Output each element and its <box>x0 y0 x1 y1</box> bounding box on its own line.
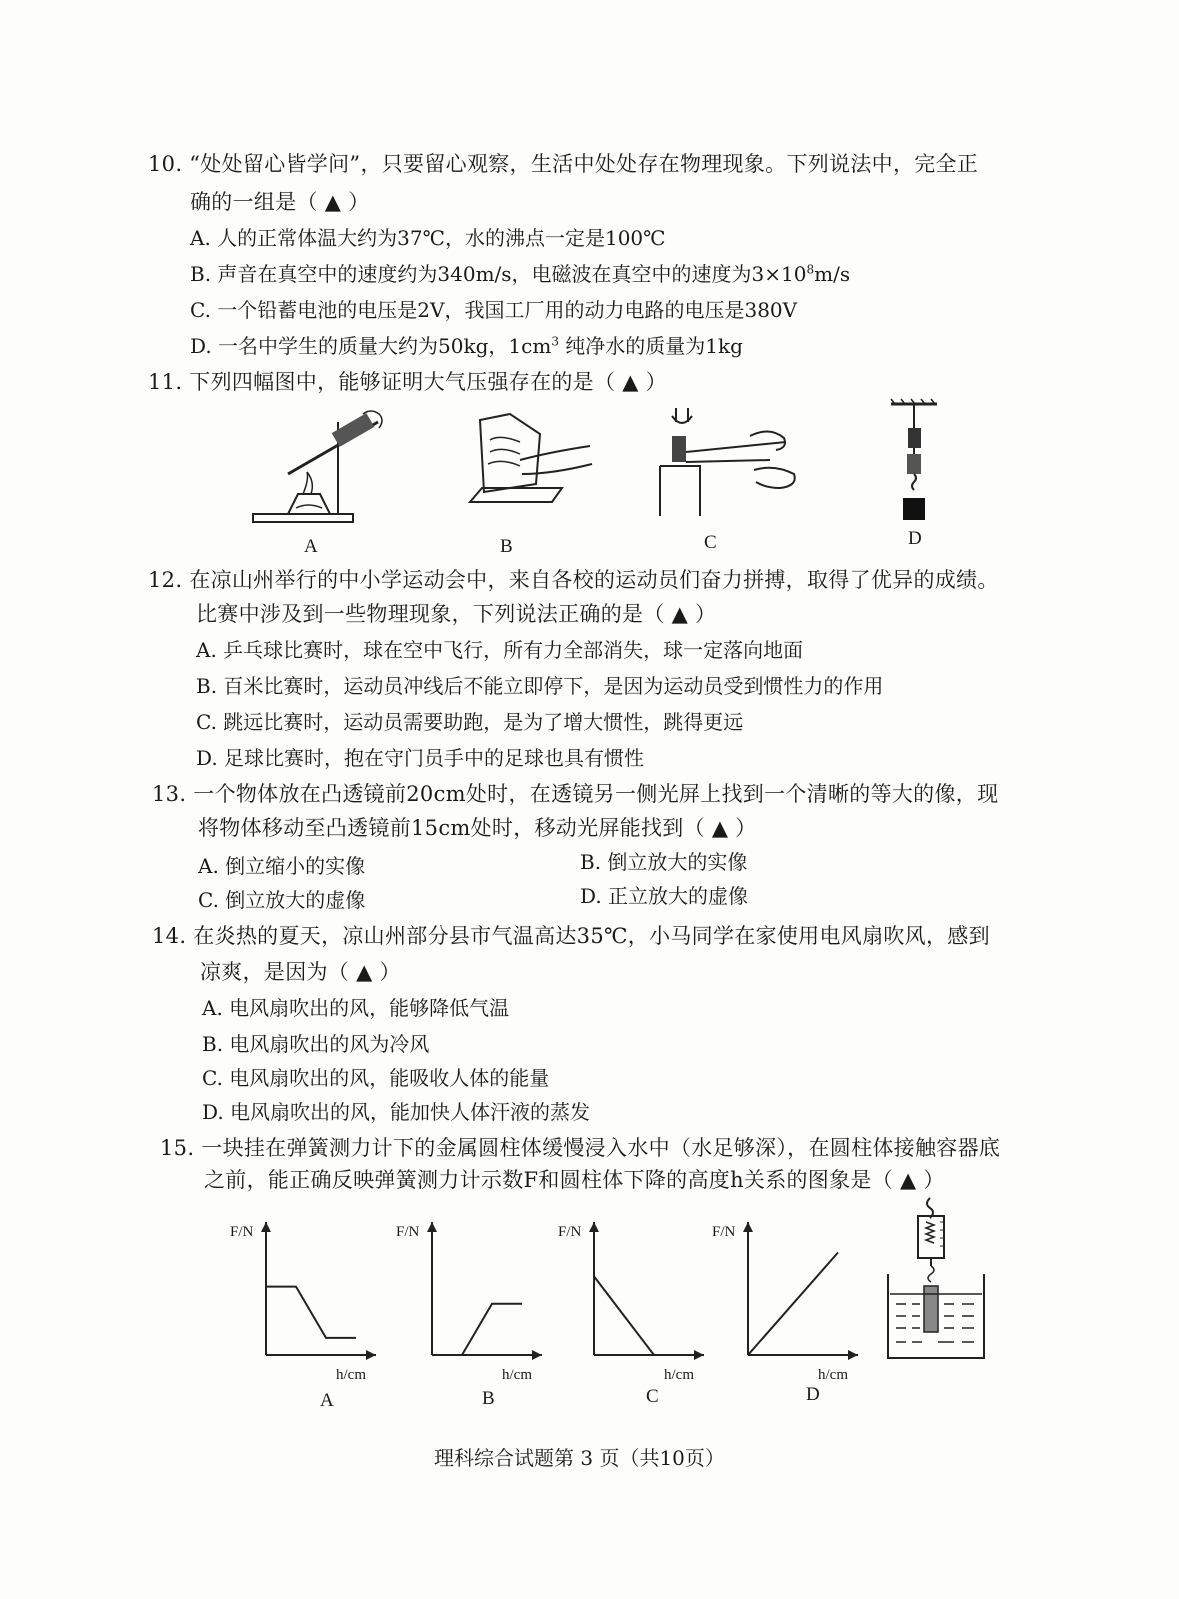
y-axis-arrow <box>427 1222 437 1232</box>
q14-stem-line2: 凉爽，是因为（ ▲ ） <box>200 960 401 984</box>
y-axis-label: F/N <box>558 1224 582 1240</box>
q10-stem-line2: 确的一组是（ ▲ ） <box>190 190 370 214</box>
q10-option-d: D. 一名中学生的质量大约为50kg，$1cm^3$ 纯净水的质量为1kg <box>190 334 743 358</box>
q11-label-a: A <box>304 536 318 557</box>
x-axis-label: h/cm <box>336 1367 366 1383</box>
figure-hanging-weights <box>885 398 945 524</box>
q12-option-a: A. 乒乓球比赛时，球在空中飞行，所有力全部消失，球一定落向地面 <box>196 638 804 662</box>
q10-option-a: A. 人的正常体温大约为37℃，水的沸点一定是100℃ <box>190 226 666 250</box>
q15-label-b: B <box>482 1388 495 1409</box>
figure-blowing-experiment <box>650 400 810 520</box>
page-footer: 理科综合试题第 3 页（共10页） <box>434 1446 725 1470</box>
q15-label-a: A <box>320 1390 334 1411</box>
y-axis-arrow <box>589 1222 599 1232</box>
q13-option-b: B. 倒立放大的实像 <box>580 850 748 874</box>
q11-label-d: D <box>908 528 922 549</box>
q12-stem-line2: 比赛中涉及到一些物理现象，下列说法正确的是（ ▲ ） <box>196 602 717 626</box>
y-axis-label: F/N <box>230 1224 254 1240</box>
q14-stem-line1: 14. 在炎热的夏天，凉山州部分县市气温高达35℃，小马同学在家使用电风扇吹风，感到 <box>152 924 990 948</box>
x-axis-arrow <box>848 1350 858 1360</box>
series-line <box>594 1276 654 1355</box>
q10-stem-line1: 10. “处处留心皆学问”，只要留心观察，生活中处处存在物理现象。下列说法中，完全正 <box>148 152 979 176</box>
x-axis-arrow <box>532 1350 542 1360</box>
figure-spring-scale-beaker <box>882 1196 992 1366</box>
q10-option-c: C. 一个铅蓄电池的电压是2V，我国工厂用的动力电路的电压是380V <box>190 298 798 322</box>
q14-option-c: C. 电风扇吹出的风，能吸收人体的能量 <box>202 1066 550 1090</box>
figure-glass-card <box>460 410 600 510</box>
y-axis-arrow <box>261 1222 271 1232</box>
q14-option-d: D. 电风扇吹出的风，能加快人体汗液的蒸发 <box>202 1100 591 1124</box>
q15-stem-line2: 之前，能正确反映弹簧测力计示数F和圆柱体下降的高度h关系的图象是（ ▲ ） <box>204 1168 945 1192</box>
q10-option-b: B. 声音在真空中的速度约为340m/s，电磁波在真空中的速度为$3\times 10^8m/s$ <box>190 262 851 286</box>
q15-graphs <box>0 1200 1179 1420</box>
x-axis-arrow <box>366 1350 376 1360</box>
series-line <box>748 1253 838 1356</box>
q15-label-c: C <box>646 1386 659 1407</box>
q13-stem-line1: 13. 一个物体放在凸透镜前20cm处时，在透镜另一侧光屏上找到一个清晰的等大的像，现 <box>152 782 999 806</box>
x-axis-label: h/cm <box>818 1367 848 1383</box>
x-axis-label: h/cm <box>664 1367 694 1383</box>
x-axis-label: h/cm <box>502 1367 532 1383</box>
series-line <box>266 1287 356 1338</box>
y-axis-arrow <box>743 1222 753 1232</box>
series-line <box>432 1304 522 1355</box>
q12-stem-line1: 12. 在凉山州举行的中小学运动会中，来自各校的运动员们奋力拼搏，取得了优异的成绩。 <box>148 568 999 592</box>
q11-label-c: C <box>704 532 717 553</box>
q13-option-c: C. 倒立放大的虚像 <box>198 888 366 912</box>
q15-label-d: D <box>806 1384 820 1405</box>
q13-option-d: D. 正立放大的虚像 <box>580 884 749 908</box>
y-axis-label: F/N <box>396 1224 420 1240</box>
q13-stem-line2: 将物体移动至凸透镜前15cm处时，移动光屏能找到（ ▲ ） <box>198 816 757 840</box>
q14-option-a: A. 电风扇吹出的风，能够降低气温 <box>202 996 510 1020</box>
q12-option-d: D. 足球比赛时，抱在守门员手中的足球也具有惯性 <box>196 746 645 770</box>
x-axis-arrow <box>694 1350 704 1360</box>
y-axis-label: F/N <box>712 1224 736 1240</box>
q13-option-a: A. 倒立缩小的实像 <box>198 854 366 878</box>
q15-stem-line1: 15. 一块挂在弹簧测力计下的金属圆柱体缓慢浸入水中（水足够深），在圆柱体接触容器底 <box>160 1136 1001 1160</box>
q12-option-c: C. 跳远比赛时，运动员需要助跑，是为了增大惯性，跳得更远 <box>196 710 744 734</box>
figure-test-tube-heating <box>248 402 398 532</box>
q12-option-b: B. 百米比赛时，运动员冲线后不能立即停下，是因为运动员受到惯性力的作用 <box>196 674 884 698</box>
q14-option-b: B. 电风扇吹出的风为冷风 <box>202 1032 430 1056</box>
q11-stem: 11. 下列四幅图中，能够证明大气压强存在的是（ ▲ ） <box>148 370 667 394</box>
q11-label-b: B <box>500 536 513 557</box>
